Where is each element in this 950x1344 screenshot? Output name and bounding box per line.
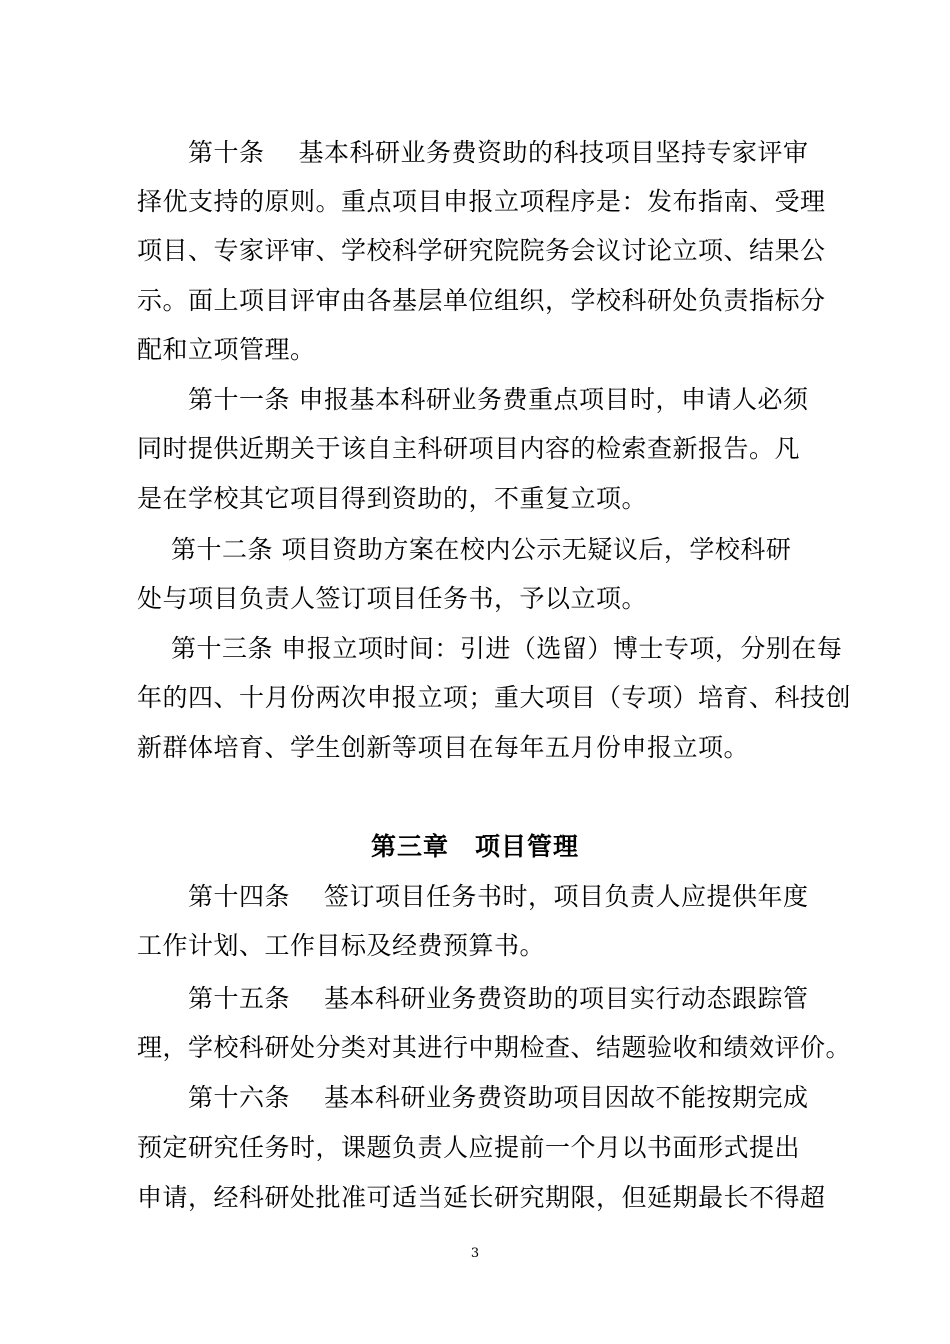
chapter-heading: 第三章 项目管理 <box>370 832 579 861</box>
text-line: 第十一条 申报基本科研业务费重点项目时，申请人必须 <box>137 385 809 414</box>
text-line: 第十三条 申报立项时间：引进（选留）博士专项，分别在每 <box>137 634 843 663</box>
text-line: 第十六条 基本科研业务费资助项目因故不能按期完成 <box>137 1083 809 1112</box>
text-line: 择优支持的原则。重点项目申报立项程序是：发布指南、受理 <box>137 187 826 216</box>
text-line: 第十条 基本科研业务费资助的科技项目坚持专家评审 <box>137 138 809 167</box>
text-line: 示。面上项目评审由各基层单位组织，学校科研处负责指标分 <box>137 286 826 315</box>
text-line: 理，学校科研处分类对其进行中期检查、结题验收和绩效评价。 <box>137 1033 852 1062</box>
text-line: 是在学校其它项目得到资助的，不重复立项。 <box>137 484 648 513</box>
text-line: 工作计划、工作目标及经费预算书。 <box>137 931 546 960</box>
text-line: 预定研究任务时，课题负责人应提前一个月以书面形式提出 <box>137 1133 801 1162</box>
text-line: 项目、专家评审、学校科学研究院院务会议讨论立项、结果公 <box>137 236 826 265</box>
text-line: 新群体培育、学生创新等项目在每年五月份申报立项。 <box>137 733 750 762</box>
page-number: 3 <box>470 1246 480 1261</box>
text-line: 第十五条 基本科研业务费资助的项目实行动态跟踪管 <box>137 984 809 1013</box>
text-line: 配和立项管理。 <box>137 335 316 364</box>
text-line: 申请，经科研处批准可适当延长研究期限，但延期最长不得超 <box>137 1183 826 1212</box>
text-line: 年的四、十月份两次申报立项；重大项目（专项）培育、科技创 <box>137 683 852 712</box>
text-line: 同时提供近期关于该自主科研项目内容的检索查新报告。凡 <box>137 434 801 463</box>
text-line: 处与项目负责人签订项目任务书，予以立项。 <box>137 584 648 613</box>
text-line: 第十二条 项目资助方案在校内公示无疑议后，学校科研 <box>137 535 792 564</box>
text-line: 第十四条 签订项目任务书时，项目负责人应提供年度 <box>137 882 809 911</box>
